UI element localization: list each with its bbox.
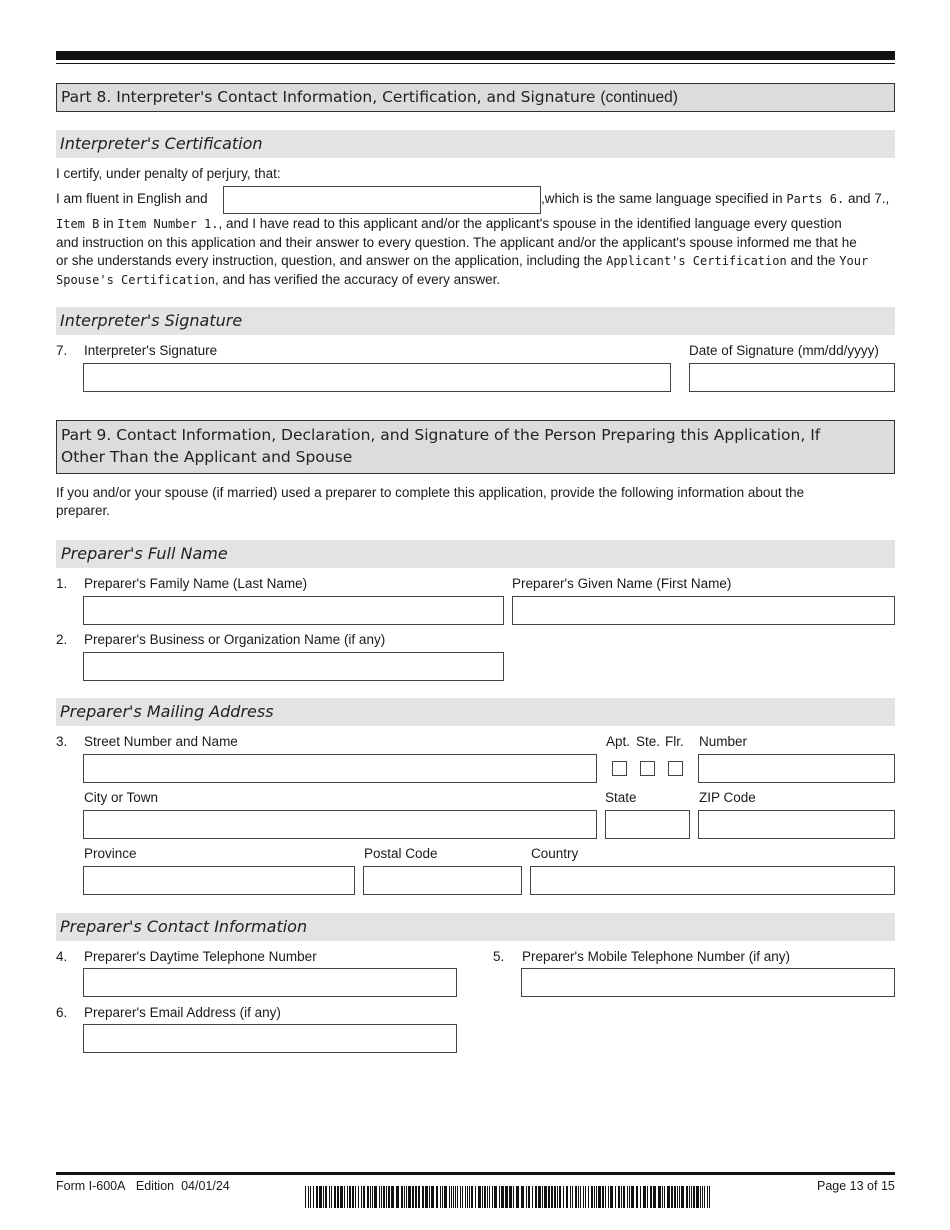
barcode-bar xyxy=(647,1186,648,1208)
barcode-bar xyxy=(623,1186,625,1208)
barcode-bar xyxy=(453,1186,454,1208)
barcode-bar xyxy=(615,1186,616,1208)
mailing-address-heading: Preparer's Mailing Address xyxy=(56,698,895,726)
in-word: in xyxy=(99,216,118,231)
email-field[interactable] xyxy=(83,1024,457,1053)
barcode-bar xyxy=(396,1186,399,1208)
barcode-bar xyxy=(605,1186,606,1208)
barcode-bar xyxy=(316,1186,318,1208)
barcode-bar xyxy=(462,1186,463,1208)
barcode-bar xyxy=(440,1186,441,1208)
street-field[interactable] xyxy=(83,754,597,783)
footer-form-id: Form I-600A xyxy=(56,1179,126,1193)
item4-number: 4. xyxy=(56,949,68,964)
ste-label: Ste. xyxy=(636,734,661,749)
item5-number: 5. xyxy=(493,949,505,964)
barcode-bar xyxy=(631,1186,634,1208)
footer-page-number: Page 13 of 15 xyxy=(817,1179,895,1193)
postal-code-field[interactable] xyxy=(363,866,522,895)
barcode-bar xyxy=(566,1186,568,1208)
barcode-bar xyxy=(629,1186,630,1208)
barcode-bar xyxy=(372,1186,373,1208)
postal-code-label: Postal Code xyxy=(364,846,438,861)
family-name-label: Preparer's Family Name (Last Name) xyxy=(84,576,308,591)
barcode-bar xyxy=(460,1186,461,1208)
part8-title: Part 8. Interpreter's Contact Information, Certification, and Signature xyxy=(61,88,596,106)
family-name-field[interactable] xyxy=(83,596,504,625)
barcode-bar xyxy=(337,1186,339,1208)
daytime-phone-label: Preparer's Daytime Telephone Number xyxy=(84,949,317,964)
zip-field[interactable] xyxy=(698,810,895,839)
barcode-bar xyxy=(583,1186,584,1208)
barcode-bar xyxy=(425,1186,428,1208)
barcode-bar xyxy=(319,1186,322,1208)
cert-line-2-rest: , and I have read to this applicant and/or the applicant's spouse in the identified language every question xyxy=(218,216,842,231)
barcode-bar xyxy=(557,1186,558,1208)
barcode-bar xyxy=(591,1186,593,1208)
footer-form-info xyxy=(56,1179,230,1193)
province-label: Province xyxy=(84,846,137,861)
cert-line-5-post: , and has verified the accuracy of every answer. xyxy=(214,272,501,287)
number-field[interactable] xyxy=(698,754,895,783)
ref-your: Your xyxy=(839,254,869,268)
barcode-bar xyxy=(707,1186,708,1208)
barcode-bar xyxy=(469,1186,470,1208)
barcode-bar xyxy=(554,1186,556,1208)
barcode-bar xyxy=(406,1186,407,1208)
barcode-bar xyxy=(329,1186,330,1208)
barcode-bar xyxy=(621,1186,622,1208)
barcode-bar xyxy=(334,1186,336,1208)
barcode-bar xyxy=(471,1186,473,1208)
barcode-bar xyxy=(608,1186,609,1208)
ref-parts: Parts 6. xyxy=(786,192,845,206)
barcode-bar xyxy=(627,1186,628,1208)
barcode-bar xyxy=(494,1186,497,1208)
barcode-bar xyxy=(674,1186,676,1208)
ste-checkbox[interactable] xyxy=(640,761,655,776)
barcode-bar xyxy=(374,1186,377,1208)
country-field[interactable] xyxy=(530,866,895,895)
fluent-suffix-line xyxy=(541,190,889,208)
fluent-prefix: I am fluent in English and xyxy=(56,191,208,206)
top-rule-thin xyxy=(56,63,895,64)
barcode-bar xyxy=(664,1186,665,1208)
barcode-bar xyxy=(658,1186,661,1208)
barcode-bar xyxy=(598,1186,601,1208)
barcode-bar xyxy=(636,1186,638,1208)
barcode-bar xyxy=(308,1186,309,1208)
barcode-bar xyxy=(602,1186,604,1208)
barcode-bar xyxy=(596,1186,597,1208)
item6-number: 6. xyxy=(56,1005,68,1020)
barcode-bar xyxy=(650,1186,652,1208)
barcode-bar xyxy=(386,1186,387,1208)
barcode-bar xyxy=(415,1186,417,1208)
item3-number: 3. xyxy=(56,734,68,749)
barcode-bar xyxy=(572,1186,573,1208)
barcode-bar xyxy=(559,1186,561,1208)
barcode-bar xyxy=(489,1186,490,1208)
flr-checkbox[interactable] xyxy=(668,761,683,776)
barcode-bar xyxy=(404,1186,405,1208)
barcode-bar xyxy=(696,1186,699,1208)
barcode-bar xyxy=(686,1186,688,1208)
item2-number: 2. xyxy=(56,632,68,647)
barcode-bar xyxy=(388,1186,390,1208)
barcode-bar xyxy=(422,1186,424,1208)
part8-header xyxy=(56,83,895,112)
and-the: and the xyxy=(786,253,840,268)
province-field[interactable] xyxy=(83,866,355,895)
barcode-bar xyxy=(313,1186,314,1208)
barcode-bar xyxy=(331,1186,332,1208)
number-label: Number xyxy=(699,734,748,749)
fluent-suffix: ,which is the same language specified in xyxy=(541,191,787,206)
barcode-bar xyxy=(535,1186,537,1208)
barcode-bar xyxy=(305,1186,306,1208)
part9-title-line2: Other Than the Applicant and Spouse xyxy=(61,448,353,466)
barcode-bar xyxy=(361,1186,362,1208)
state-label: State xyxy=(605,790,637,805)
barcode-bar xyxy=(691,1186,692,1208)
cert-intro: I certify, under penalty of perjury, that: xyxy=(56,166,281,181)
ref-spouse-cert: Spouse's Certification xyxy=(56,273,215,287)
apt-label: Apt. xyxy=(606,734,631,749)
barcode-bar xyxy=(418,1186,420,1208)
top-rule xyxy=(56,51,895,60)
barcode-bar xyxy=(653,1186,656,1208)
footer-edition-date: 04/01/24 xyxy=(181,1179,230,1193)
barcode-bar xyxy=(455,1186,456,1208)
barcode-bar xyxy=(575,1186,577,1208)
cert-line-5 xyxy=(56,271,500,289)
barcode-bar xyxy=(588,1186,589,1208)
interpreter-signature-label: Interpreter's Signature xyxy=(84,343,218,358)
barcode-bar xyxy=(344,1186,345,1208)
given-name-field[interactable] xyxy=(512,596,895,625)
apt-checkbox[interactable] xyxy=(612,761,627,776)
barcode-bar xyxy=(363,1186,365,1208)
barcode-bar xyxy=(681,1186,684,1208)
barcode-bar xyxy=(679,1186,680,1208)
mobile-phone-field[interactable] xyxy=(521,968,895,997)
barcode-bar xyxy=(689,1186,690,1208)
interpreter-signature-field[interactable] xyxy=(83,363,671,392)
barcode-bar xyxy=(323,1186,324,1208)
barcode-bar xyxy=(667,1186,670,1208)
barcode-bar xyxy=(310,1186,311,1208)
barcode-bar xyxy=(618,1186,620,1208)
barcode-bar xyxy=(548,1186,550,1208)
cert-line-3: and instruction on this application and their answer to every question. The applicant and/or the applicant's spouse informed me that he xyxy=(56,235,857,250)
barcode-bar xyxy=(465,1186,466,1208)
part9-title-line1: Part 9. Contact Information, Declaration, and Signature of the Person Preparing this Application, If xyxy=(61,426,821,444)
barcode-bar xyxy=(700,1186,701,1208)
barcode-bar xyxy=(429,1186,430,1208)
city-label: City or Town xyxy=(84,790,159,805)
barcode-bar xyxy=(442,1186,443,1208)
barcode-bar xyxy=(610,1186,613,1208)
cert-line-4 xyxy=(56,252,868,270)
country-label: Country xyxy=(531,846,579,861)
barcode-bar xyxy=(475,1186,476,1208)
barcode-bar xyxy=(487,1186,488,1208)
cert-line-2 xyxy=(56,215,842,233)
barcode-bar xyxy=(671,1186,673,1208)
barcode-bar xyxy=(340,1186,343,1208)
interpreter-certification-heading: Interpreter's Certification xyxy=(56,130,895,158)
and-7: and 7., xyxy=(844,191,890,206)
barcode-bar xyxy=(451,1186,452,1208)
barcode-bar xyxy=(538,1186,541,1208)
barcode-bar xyxy=(526,1186,527,1208)
ref-item-b: Item B xyxy=(56,217,100,231)
barcode-bar xyxy=(370,1186,371,1208)
barcode-bar xyxy=(499,1186,500,1208)
city-field[interactable] xyxy=(83,810,597,839)
part9-intro-line1: If you and/or your spouse (if married) used a preparer to complete this application, provide the following information about the xyxy=(56,485,805,500)
item7-number: 7. xyxy=(56,343,68,358)
barcode-bar xyxy=(521,1186,524,1208)
barcode-bar xyxy=(325,1186,327,1208)
contact-info-heading: Preparer's Contact Information xyxy=(56,913,895,941)
barcode-bar xyxy=(501,1186,504,1208)
barcode-bar xyxy=(449,1186,450,1208)
barcode-bar xyxy=(401,1186,403,1208)
barcode-bar xyxy=(484,1186,486,1208)
barcode-bar xyxy=(347,1186,348,1208)
part9-intro-line2: preparer. xyxy=(56,503,111,518)
barcode-bar xyxy=(704,1186,705,1208)
barcode-bar xyxy=(358,1186,359,1208)
barcode-bar xyxy=(355,1186,356,1208)
interpreter-language-input[interactable] xyxy=(223,186,541,214)
zip-label: ZIP Code xyxy=(699,790,756,805)
preparer-full-name-heading: Preparer's Full Name xyxy=(56,540,895,568)
barcode-bar xyxy=(580,1186,581,1208)
barcode-bar xyxy=(505,1186,508,1208)
barcode-bar xyxy=(436,1186,438,1208)
barcode-bar xyxy=(551,1186,553,1208)
interpreter-signature-heading: Interpreter's Signature xyxy=(56,307,895,335)
ref-item-number: Item Number 1. xyxy=(117,217,219,231)
part9-header xyxy=(56,420,895,474)
barcode-bar xyxy=(544,1186,547,1208)
barcode-bar xyxy=(478,1186,481,1208)
barcode-bar xyxy=(709,1186,710,1208)
mobile-phone-label: Preparer's Mobile Telephone Number (if any) xyxy=(522,949,790,964)
barcode-bar xyxy=(570,1186,571,1208)
barcode-bar xyxy=(467,1186,468,1208)
barcode-bar xyxy=(412,1186,414,1208)
barcode-bar xyxy=(431,1186,434,1208)
business-name-label: Preparer's Business or Organization Name (if any) xyxy=(84,632,386,647)
barcode-bar xyxy=(563,1186,564,1208)
street-label: Street Number and Name xyxy=(84,734,238,749)
barcode-bar xyxy=(578,1186,579,1208)
barcode-bar xyxy=(367,1186,369,1208)
barcode-bar xyxy=(513,1186,514,1208)
barcode-bar xyxy=(482,1186,483,1208)
barcode-bar xyxy=(383,1186,385,1208)
barcode-bar xyxy=(457,1186,458,1208)
flr-label: Flr. xyxy=(665,734,684,749)
barcode-bar xyxy=(492,1186,493,1208)
barcode-bar xyxy=(643,1186,646,1208)
part8-continued: (continued) xyxy=(600,89,678,106)
footer-edition-label: Edition xyxy=(135,1179,175,1193)
barcode-bar xyxy=(444,1186,447,1208)
state-field[interactable] xyxy=(605,810,690,839)
barcode-bar xyxy=(528,1186,530,1208)
barcode-bar xyxy=(702,1186,703,1208)
given-name-label: Preparer's Given Name (First Name) xyxy=(512,576,732,591)
date-of-signature-field[interactable] xyxy=(689,363,895,392)
barcode-bar xyxy=(693,1186,695,1208)
email-label: Preparer's Email Address (if any) xyxy=(84,1005,281,1020)
barcode-bar xyxy=(677,1186,678,1208)
cert-line-4-pre: or she understands every instruction, question, and answer on the application, including the xyxy=(56,253,607,268)
barcode-bar xyxy=(542,1186,543,1208)
barcode-bar xyxy=(532,1186,533,1208)
barcode-bar xyxy=(381,1186,382,1208)
daytime-phone-field[interactable] xyxy=(83,968,457,997)
barcode-bar xyxy=(594,1186,595,1208)
barcode-bar xyxy=(662,1186,663,1208)
item1-number: 1. xyxy=(56,576,68,591)
barcode-bar xyxy=(349,1186,351,1208)
barcode-bar xyxy=(391,1186,394,1208)
date-of-signature-label: Date of Signature (mm/dd/yyyy) xyxy=(689,343,879,358)
barcode-bar xyxy=(352,1186,354,1208)
barcode-bar xyxy=(585,1186,586,1208)
business-name-field[interactable] xyxy=(83,652,504,681)
barcode-bar xyxy=(379,1186,380,1208)
barcode-icon xyxy=(305,1186,713,1208)
barcode-bar xyxy=(640,1186,641,1208)
barcode-bar xyxy=(509,1186,512,1208)
barcode-bar xyxy=(516,1186,519,1208)
ref-applicant-cert: Applicant's Certification xyxy=(606,254,787,268)
barcode-bar xyxy=(408,1186,411,1208)
footer-rule xyxy=(56,1172,895,1175)
